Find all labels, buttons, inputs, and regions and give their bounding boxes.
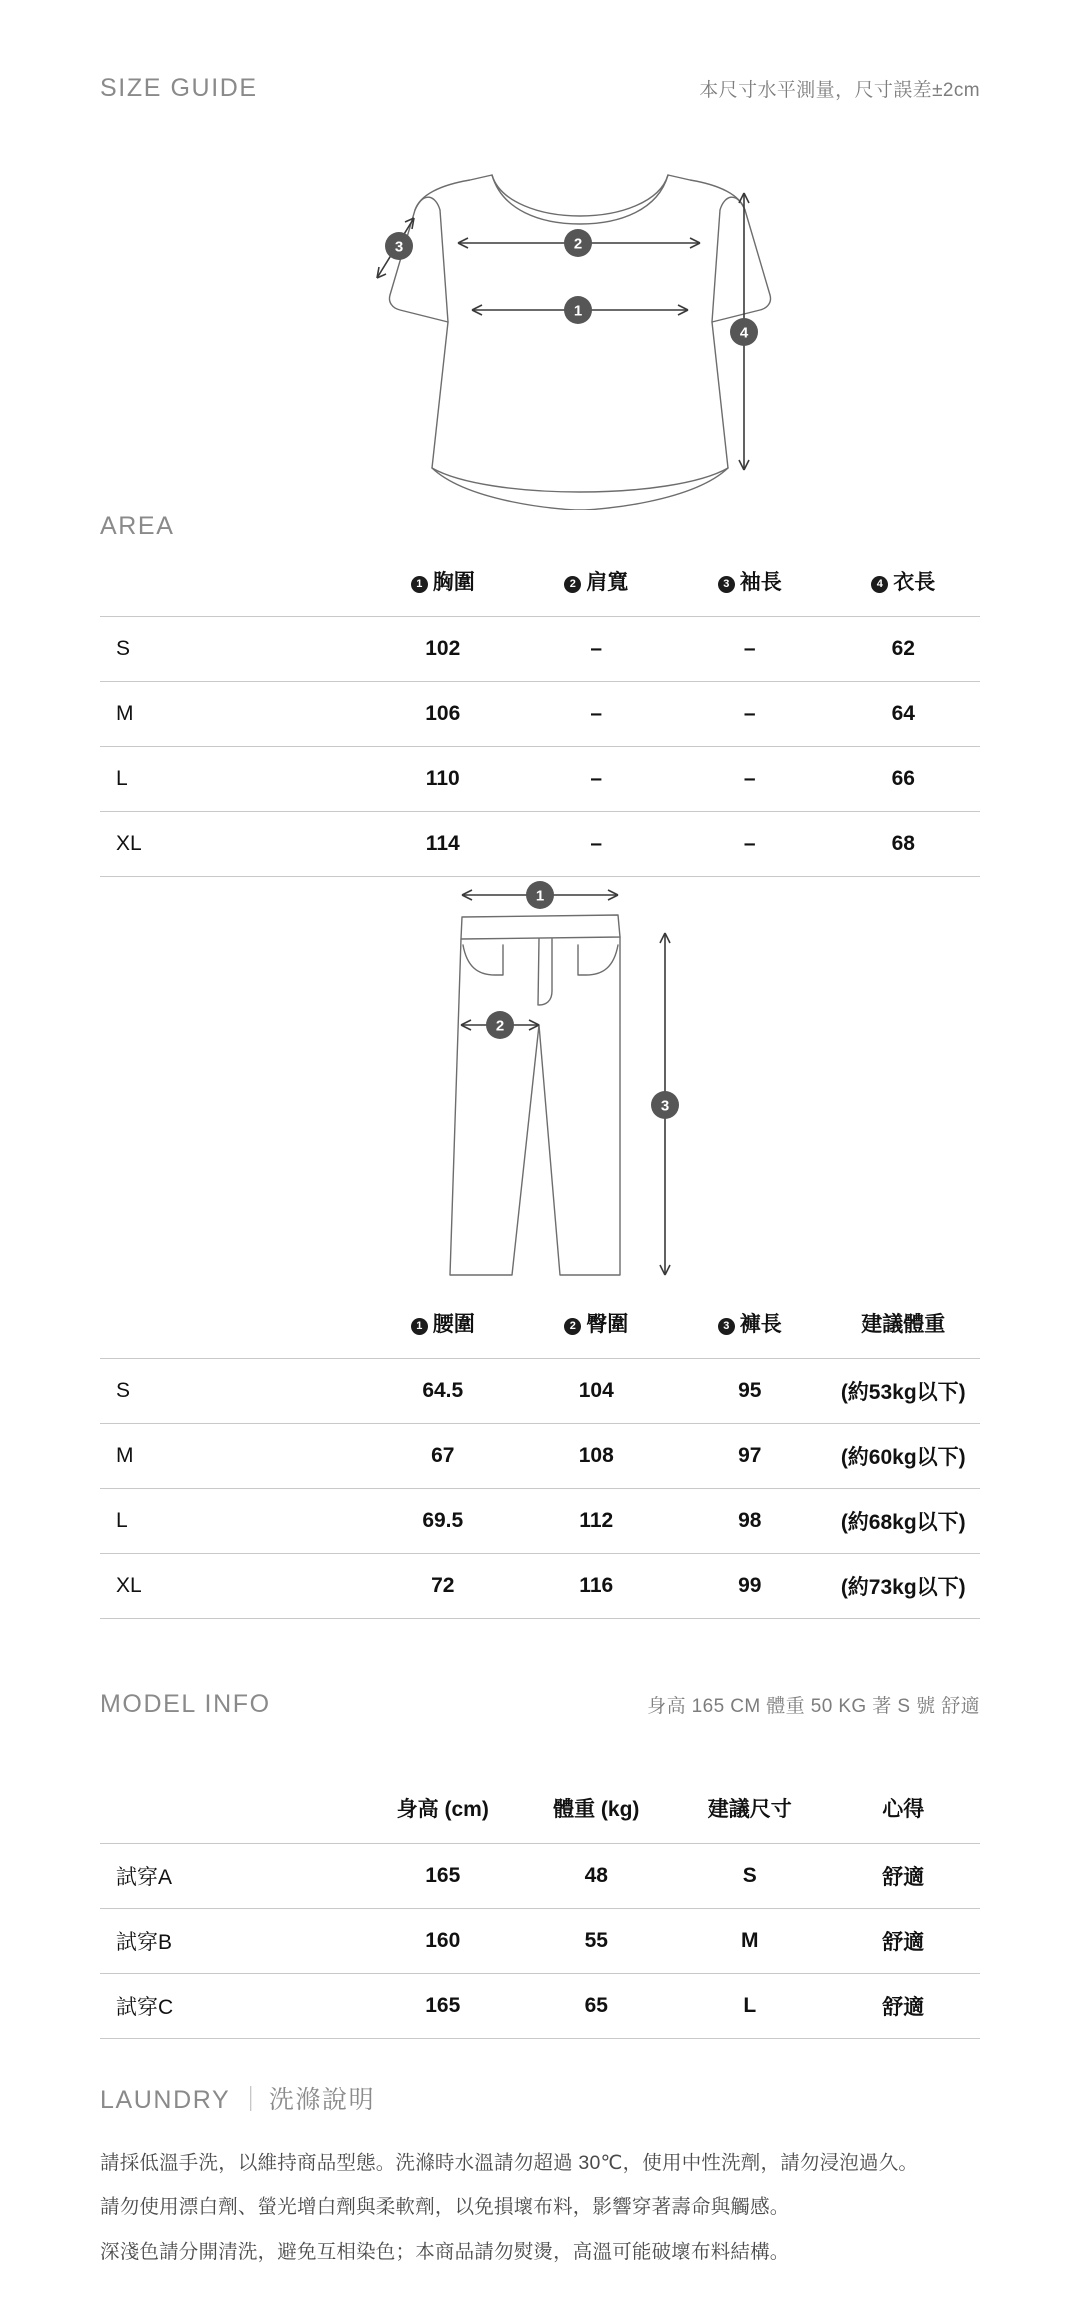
cell-chest: 110 bbox=[425, 767, 460, 790]
cell-pants-length: 95 bbox=[738, 1379, 762, 1402]
badge-3-icon: 3 bbox=[718, 1318, 735, 1335]
header-shoulder-label: 肩寬 bbox=[586, 571, 629, 594]
cell-recommended-weight: (約60kg以下) bbox=[840, 1446, 966, 1469]
cell-size: XL bbox=[116, 1574, 142, 1597]
cell-recommended-weight: (約73kg以下) bbox=[840, 1576, 966, 1599]
cell-size: L bbox=[116, 767, 128, 790]
cell-size: M bbox=[116, 1444, 134, 1467]
tshirt-diagram bbox=[0, 150, 1080, 510]
cell-size: L bbox=[116, 1509, 128, 1532]
size-guide-header bbox=[100, 74, 980, 103]
cell-tester: 試穿B bbox=[116, 1931, 173, 1954]
marker-4-label: 4 bbox=[739, 324, 749, 342]
badge-3-icon: 3 bbox=[718, 576, 735, 593]
cell-shoulder: – bbox=[590, 637, 603, 660]
cell-recommended-size: M bbox=[741, 1929, 759, 1952]
cell-size: M bbox=[116, 702, 134, 725]
cell-size: S bbox=[116, 637, 131, 660]
table-row bbox=[100, 1489, 980, 1554]
header-size bbox=[100, 558, 366, 617]
cell-size: S bbox=[116, 1379, 131, 1402]
laundry-line: 請勿使用漂白劑、螢光增白劑與柔軟劑，以免損壞布料，影響穿著壽命與觸感。 bbox=[100, 2196, 790, 2219]
marker-1-label: 1 bbox=[573, 302, 583, 320]
top-measurements-table bbox=[100, 558, 980, 877]
table-row bbox=[100, 1359, 980, 1424]
cell-waist: 64.5 bbox=[422, 1379, 464, 1402]
cell-length: 66 bbox=[891, 767, 915, 790]
cell-sleeve: – bbox=[743, 767, 756, 790]
area-header bbox=[100, 512, 980, 541]
badge-1-icon: 1 bbox=[411, 576, 428, 593]
marker-3-sleeve bbox=[385, 232, 413, 260]
marker-2-hip bbox=[486, 1011, 514, 1039]
laundry-title bbox=[100, 2080, 375, 2116]
marker-2-label: 2 bbox=[573, 235, 583, 253]
cell-recommended-weight: (約68kg以下) bbox=[840, 1511, 966, 1534]
header-hip bbox=[520, 1300, 674, 1359]
cell-recommended-weight: (約53kg以下) bbox=[840, 1381, 966, 1404]
cell-size: XL bbox=[116, 832, 142, 855]
marker-3-pants-length bbox=[651, 1091, 679, 1119]
laundry-instructions bbox=[100, 2150, 1000, 2283]
header-chest-label: 胸圍 bbox=[432, 571, 475, 594]
cell-sleeve: – bbox=[743, 637, 756, 660]
cell-comment: 舒適 bbox=[882, 1931, 925, 1954]
marker-1-chest bbox=[564, 296, 592, 324]
cell-hip: 104 bbox=[578, 1379, 614, 1402]
header-sleeve bbox=[673, 558, 827, 617]
cell-hip: 112 bbox=[579, 1509, 614, 1532]
size-guide-title: SIZE GUIDE bbox=[100, 74, 258, 102]
cell-tester: 試穿C bbox=[116, 1996, 174, 2019]
header-hip-label: 臀圍 bbox=[586, 1313, 629, 1336]
header-sleeve-label: 袖長 bbox=[739, 571, 782, 594]
header-pants-length bbox=[673, 1300, 827, 1359]
marker-2-shoulder bbox=[564, 229, 592, 257]
cell-pants-length: 97 bbox=[738, 1444, 762, 1467]
marker-3-label: 3 bbox=[660, 1097, 670, 1115]
table-row bbox=[100, 1554, 980, 1619]
header-length bbox=[827, 558, 981, 617]
cell-length: 62 bbox=[891, 637, 915, 660]
header-tester bbox=[100, 1785, 366, 1844]
laundry-title-zh: 洗滌說明 bbox=[268, 2086, 376, 2114]
header-length-label: 衣長 bbox=[893, 571, 936, 594]
size-guide-note: 本尺寸水平測量，尺寸誤差±2cm bbox=[699, 80, 980, 101]
header-height: 身高 (cm) bbox=[396, 1798, 489, 1821]
table-row bbox=[100, 1844, 980, 1909]
badge-2-icon: 2 bbox=[564, 1318, 581, 1335]
model-info-note: 身高 165 CM 體重 50 KG 著 S 號 舒適 bbox=[647, 1696, 980, 1717]
laundry-line: 請採低溫手洗，以維持商品型態。洗滌時水溫請勿超過 30℃，使用中性洗劑，請勿浸泡過久。 bbox=[100, 2152, 919, 2174]
badge-1-icon: 1 bbox=[411, 1318, 428, 1335]
header-recommended-size: 建議尺寸 bbox=[707, 1798, 792, 1821]
cell-waist: 69.5 bbox=[422, 1509, 464, 1532]
table-row bbox=[100, 1909, 980, 1974]
header-waist bbox=[366, 1300, 520, 1359]
cell-shoulder: – bbox=[590, 832, 603, 855]
cell-weight: 55 bbox=[584, 1929, 608, 1952]
cell-hip: 116 bbox=[579, 1574, 614, 1597]
table-row bbox=[100, 682, 980, 747]
header-comment: 心得 bbox=[882, 1798, 925, 1821]
cell-chest: 114 bbox=[425, 832, 460, 855]
cell-comment: 舒適 bbox=[882, 1996, 925, 2019]
cell-weight: 65 bbox=[584, 1994, 608, 2017]
cell-chest: 106 bbox=[425, 702, 461, 725]
table-row bbox=[100, 1974, 980, 2039]
cell-height: 165 bbox=[425, 1864, 461, 1887]
cell-sleeve: – bbox=[743, 832, 756, 855]
laundry-separator: ｜ bbox=[238, 2086, 265, 2114]
model-info-table bbox=[100, 1785, 980, 2039]
cell-sleeve: – bbox=[743, 702, 756, 725]
header-pants-length-label: 褲長 bbox=[739, 1313, 782, 1336]
model-info-header bbox=[100, 1690, 980, 1719]
cell-tester: 試穿A bbox=[116, 1866, 173, 1889]
table-row bbox=[100, 1424, 980, 1489]
cell-height: 165 bbox=[425, 1994, 461, 2017]
marker-1-waist bbox=[526, 881, 554, 909]
cell-height: 160 bbox=[425, 1929, 461, 1952]
cell-length: 64 bbox=[891, 702, 915, 725]
header-size bbox=[100, 1300, 366, 1359]
header-recommended-weight: 建議體重 bbox=[861, 1313, 946, 1336]
header-shoulder bbox=[520, 558, 674, 617]
cell-recommended-size: S bbox=[742, 1864, 757, 1887]
cell-shoulder: – bbox=[590, 767, 603, 790]
cell-hip: 108 bbox=[578, 1444, 614, 1467]
marker-3-label: 3 bbox=[394, 238, 404, 256]
cell-length: 68 bbox=[891, 832, 915, 855]
cell-pants-length: 98 bbox=[738, 1509, 762, 1532]
cell-recommended-size: L bbox=[743, 1994, 757, 2017]
header-waist-label: 腰圍 bbox=[432, 1313, 475, 1336]
pants-measurements-table bbox=[100, 1300, 980, 1619]
header-weight: 體重 (kg) bbox=[553, 1798, 640, 1821]
laundry-header bbox=[100, 2080, 980, 2116]
laundry-line: 深淺色請分開清洗，避免互相染色；本商品請勿熨燙，高溫可能破壞布料結構。 bbox=[100, 2240, 790, 2263]
cell-waist: 72 bbox=[431, 1574, 455, 1597]
cell-weight: 48 bbox=[584, 1864, 608, 1887]
badge-4-icon: 4 bbox=[871, 576, 888, 593]
table-header-row bbox=[100, 1300, 980, 1359]
header-chest bbox=[366, 558, 520, 617]
badge-2-icon: 2 bbox=[564, 576, 581, 593]
area-title: AREA bbox=[100, 512, 175, 540]
cell-shoulder: – bbox=[590, 702, 603, 725]
pants-diagram bbox=[0, 855, 1080, 1295]
marker-1-label: 1 bbox=[535, 887, 545, 905]
cell-comment: 舒適 bbox=[882, 1866, 925, 1889]
laundry-title-en: LAUNDRY bbox=[100, 2086, 231, 2114]
marker-4-length bbox=[730, 318, 758, 346]
table-header-row bbox=[100, 1785, 980, 1844]
table-row bbox=[100, 747, 980, 812]
cell-pants-length: 99 bbox=[738, 1574, 762, 1597]
marker-2-label: 2 bbox=[495, 1017, 505, 1035]
model-info-title: MODEL INFO bbox=[100, 1690, 271, 1718]
table-header-row bbox=[100, 558, 980, 617]
table-row bbox=[100, 617, 980, 682]
cell-chest: 102 bbox=[425, 637, 461, 660]
cell-waist: 67 bbox=[431, 1444, 455, 1467]
